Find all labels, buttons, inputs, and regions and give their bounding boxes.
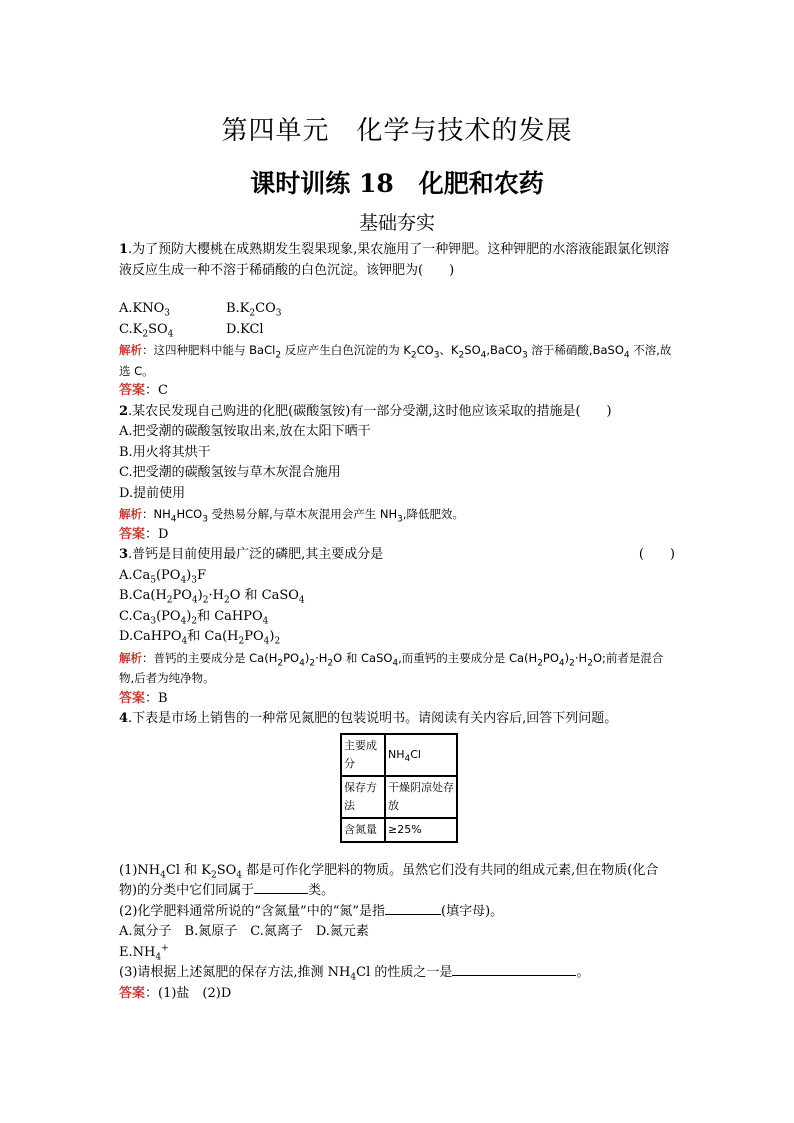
answer-label: 答案	[119, 985, 146, 1001]
q1-option-d: D.KCl	[226, 321, 264, 337]
unit-title: 第四单元 化学与技术的发展	[221, 116, 573, 146]
q4-subquestion-2-option-e: $E.NH_4^+$	[119, 943, 169, 963]
table-cell-value: ≥25%	[385, 818, 457, 842]
answer-value: ：(1)盐 (2)D	[145, 985, 232, 1001]
table-cell-key: 主要成分	[341, 734, 385, 776]
answer-paren: ( )	[638, 547, 675, 562]
question-number: 4	[119, 711, 129, 726]
question-list	[119, 240, 675, 1004]
q1-options-row-2	[119, 320, 675, 341]
answer-value: ：B	[145, 690, 168, 706]
q4-subquestion-3: (3)请根据上述氮肥的保存方法,推测 $NH_4Cl$ 的性质之一是 。	[119, 965, 590, 983]
explanation-label: 解析	[119, 343, 142, 357]
answer-label: 答案	[119, 526, 146, 542]
q3-option-a: $A.Ca_5(PO_4)_3F$	[119, 567, 207, 586]
question-text: .某农民发现自己购进的化肥(碳酸氢铵)有一部分受潮,这时他应该采取的措施是( )	[128, 403, 612, 419]
question-number: 2	[119, 403, 129, 419]
table-cell-value: 干燥阴凉处存放	[385, 776, 457, 818]
q4-subquestion-2: (2)化学肥料通常所说的“含氮量”中的“氮”是指 (填字母)。	[119, 903, 504, 919]
q2-option-b: B.用火将其烘干	[119, 444, 211, 460]
q2-option-d: D.提前使用	[119, 485, 186, 501]
q2-option-c: C.把受潮的碳酸氢铵与草木灰混合施用	[119, 465, 341, 480]
table-cell-key: 保存方法	[341, 776, 385, 818]
q1-answer	[119, 381, 675, 402]
table-row	[341, 776, 457, 818]
section-title: 基础夯实	[358, 212, 435, 234]
answer-label: 答案	[119, 690, 146, 706]
q4-subquestion-2-options: A.氮分子 B.氮原子 C.氮离子 D.氮元素	[119, 924, 369, 939]
question-text: .下表是市场上销售的一种常见氮肥的包装说明书。请阅读有关内容后,回答下列问题。	[128, 711, 618, 726]
q1-explanation: 解析：这四种肥料中能与 BaCl$_2$ 反应产生白色沉淀的为 $K_2CO_3$、$K_2SO_4,BaCO_3$ 溶于稀硝酸,BaSO$_4$ 不溶,故选 C。	[119, 343, 672, 378]
q3-answer	[119, 689, 675, 710]
q4-answer	[119, 984, 675, 1005]
q2-explanation: 解析：$NH_4HCO_3$ 受热易分解,与草木灰混用会产生 $NH_3$,降低肥效。	[119, 507, 465, 525]
q3-option-b: $B.Ca(H_2PO_4)_2\cdot H_2O$ 和 CaSO$_4$	[119, 588, 305, 606]
question-1-stem	[119, 240, 675, 281]
table-cell-value: $NH_4Cl$	[385, 734, 457, 776]
question-number: 1	[119, 242, 129, 257]
question-2-stem	[119, 402, 675, 423]
q4-subquestion-1: $(1)NH_4Cl$ 和 $K_2SO_4$ 都是可作化学肥料的物质。虽然它们没有共同的组成元素,但在物质(化合物)的分类中它们同属于 类。	[119, 862, 659, 898]
fertilizer-spec-table	[340, 733, 458, 843]
table-row	[341, 818, 457, 842]
answer-blank[interactable]	[385, 902, 441, 915]
q1-option-a: $A.KNO_3$	[119, 301, 170, 319]
question-text: .普钙是目前使用最广泛的磷肥,其主要成分是	[128, 547, 384, 562]
q2-answer	[119, 525, 675, 546]
question-4-stem	[119, 709, 675, 730]
answer-value: ：D	[145, 526, 169, 542]
answer-blank[interactable]	[452, 963, 576, 976]
question-3-stem	[119, 545, 675, 566]
answer-label: 答案	[119, 383, 146, 398]
answer-value: ：C	[145, 383, 168, 398]
q3-explanation: 解析：普钙的主要成分是 $Ca(H_2PO_4)_2\cdot H_2O$ 和 CaSO$_4$,而重钙的主要成分是 $Ca(H_2PO_4)_2\cdot H_2O$;前者是混合物,后者为纯净物。	[119, 650, 664, 685]
q2-option-a: A.把受潮的碳酸氢铵取出来,放在太阳下晒干	[119, 424, 371, 439]
q1-option-b: $B.K_2CO_3$	[226, 301, 282, 319]
explanation-label: 解析	[119, 650, 142, 665]
q1-option-c: $C.K_2SO_4$	[119, 321, 174, 340]
question-text: .为了预防大樱桃在成熟期发生裂果现象,果农施用了一种钾肥。这种钾肥的水溶液能跟氯化钡溶液反应生成一种不溶于稀硝酸的白色沉淀。该钾肥为( )	[119, 242, 670, 278]
explanation-label: 解析	[119, 507, 142, 521]
lesson-title: 课时训练 18 化肥和农药	[250, 169, 544, 198]
q3-option-d: D.CaHPO$_4$和 $Ca(H_2PO_4)_2$	[119, 629, 281, 647]
q3-option-c: $C.Ca_3(PO_4)_2$和 CaHPO$_4$	[119, 608, 269, 627]
table-row	[341, 734, 457, 776]
q1-options-row-1	[119, 299, 675, 320]
table-cell-key: 含氮量	[341, 818, 385, 842]
question-number: 3	[119, 547, 129, 562]
answer-blank[interactable]	[254, 881, 308, 894]
